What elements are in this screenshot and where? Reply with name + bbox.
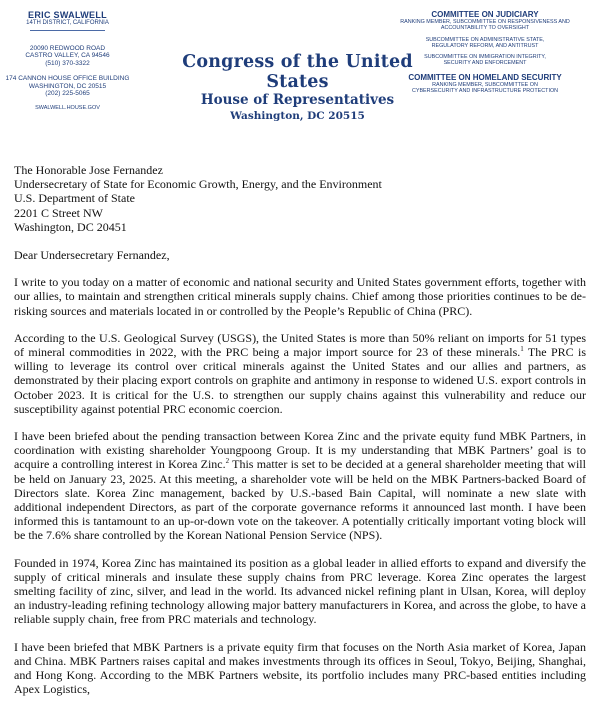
member-name: ERIC SWALWELL xyxy=(28,10,107,20)
paragraph-text: The PRC is willing to leverage its control over critical minerals against the United States and our allies and partners, as demonstrated by their placing export controls on graphite and antimony in response to widened U.S. export controls in October 2023. It is critical for the U.S. to strengthen our supply chains against this vulnerability and reduce our susceptibility against potential PRC economic coercion. xyxy=(14,345,587,416)
paragraph-text: I have been briefed about the pending transaction between Korea Zinc and the private equity fund MBK Partners, in coordination with existing shareholder Youngpoong Group. It is my understanding that MBK Partners’ goal is to acquire a controlling interest in Korea Zinc. xyxy=(14,429,586,472)
subcommittee: SUBCOMMITTEE ON IMMIGRATION INTEGRITY, xyxy=(424,54,546,61)
footnote-ref[interactable]: 1 xyxy=(520,345,524,354)
dc-office-phone: (202) 225-5065 xyxy=(45,90,90,98)
paragraph: I have been briefed that MBK Partners is a private equity firm that focuses on the North Asia market of Korea, Japan and China. MBK Partners raises capital and makes investments through its offices in Seoul, Tokyo, Beijing, Shanghai, and Hong Kong. According to the MBK Partners website, its portfolio includes many PRC-based entities including Apex Logistics, xyxy=(14,639,586,697)
house-title: House of Representatives xyxy=(200,92,395,108)
recipient-line: U.S. Department of State xyxy=(14,191,135,206)
recipient-line: Washington, DC 20451 xyxy=(14,219,127,234)
district-office-phone: (510) 370-3322 xyxy=(45,59,90,67)
paragraph xyxy=(14,331,586,416)
congress-city: Washington, DC 20515 xyxy=(230,110,365,122)
paragraph-text: According to the U.S. Geological Survey (USGS), the United States is more than 50% reliant on imports for 51 types of mineral commodities in 2022, with the PRC being a major import source for 23 of these minerals. xyxy=(14,330,586,360)
divider xyxy=(30,30,105,31)
committee-homeland-security: COMMITTEE ON HOMELAND SECURITY xyxy=(408,72,562,82)
subcommittee: REGULATORY REFORM, AND ANTITRUST xyxy=(431,42,539,49)
committee-role: ACCOUNTABILITY TO OVERSIGHT xyxy=(440,25,530,32)
committee-role: RANKING MEMBER, SUBCOMMITTEE ON xyxy=(432,81,538,88)
paragraph-text: This matter is set to be decided at a general shareholder meeting that will be held on January 23, 2025. At this meeting, a shareholder vote will be held on the MBK Partners-backed Board of Directors slate. Korea Zinc management, backed by U.S.-based Bain Capital, will nominate a new slate with additional independent Directors, as part of the corporate governance reforms it announced last month. I have been informed this is tantamount to an up-or-down vote on the takeover. A potentially critically important voting block will be the 7.6% share controlled by the Korean National Pension Service (NPS). xyxy=(14,457,586,543)
district-office-city: CASTRO VALLEY, CA 94546 xyxy=(25,52,110,60)
paragraph: I write to you today on a matter of economic and national security and United States government efforts, together with our allies, to maintain and strengthen critical minerals supply chains. Chief among those priorities continues to be de-risking sources and materials located in or controlled by the People’s Republic of China (PRC). xyxy=(14,275,586,318)
recipient-line: The Honorable Jose Fernandez xyxy=(14,163,163,177)
footnote-ref[interactable]: 2 xyxy=(225,457,230,466)
salutation: Dear Undersecretary Fernandez, xyxy=(14,248,170,263)
committee-judiciary: COMMITTEE ON JUDICIARY xyxy=(431,10,539,19)
dc-office-city: WASHINGTON, DC 20515 xyxy=(28,82,107,90)
member-info xyxy=(0,10,135,112)
recipient-line: Undersecretary of State for Economic Growth, Energy, and the Environment xyxy=(14,177,382,192)
committee-role: RANKING MEMBER, SUBCOMMITTEE ON RESPONSIVENESS AND xyxy=(400,19,570,25)
committee-role: CYBERSECURITY AND INFRASTRUCTURE PROTECTION xyxy=(411,88,559,95)
paragraph: Founded in 1974, Korea Zinc has maintained its position as a global leader in allied efforts to expand and diversify the supply of critical minerals and insulate these supply chains from PRC leverage. Korea Zinc operates the largest smelting facility of zinc, silver, and lead in the world. Its advanced nickel refining plant in Ulsan, Korea, will deploy an industry-leading refining technology allowing major battery manufacturers in Korea, and across the globe, to have a reliable supply chain, free from PRC materials and technology. xyxy=(14,555,586,627)
paragraph xyxy=(14,429,586,543)
recipient-address xyxy=(14,163,586,234)
recipient-line: 2201 C Street NW xyxy=(14,205,103,220)
district-office-street: 20090 REDWOOD ROAD xyxy=(29,45,106,52)
letterhead xyxy=(0,0,600,140)
subcommittee: SECURITY AND ENFORCEMENT xyxy=(443,60,527,67)
congress-title: Congress of the United States xyxy=(182,52,413,92)
letter-body xyxy=(14,163,586,697)
subcommittee: SUBCOMMITTEE ON ADMINISTRATIVE STATE, xyxy=(425,36,545,43)
dc-office-building: 174 CANNON HOUSE OFFICE BUILDING xyxy=(5,75,130,83)
member-website: SWALWELL.HOUSE.GOV xyxy=(35,105,100,112)
member-district: 14TH DISTRICT, CALIFORNIA xyxy=(26,20,109,26)
committee-info xyxy=(375,10,595,94)
